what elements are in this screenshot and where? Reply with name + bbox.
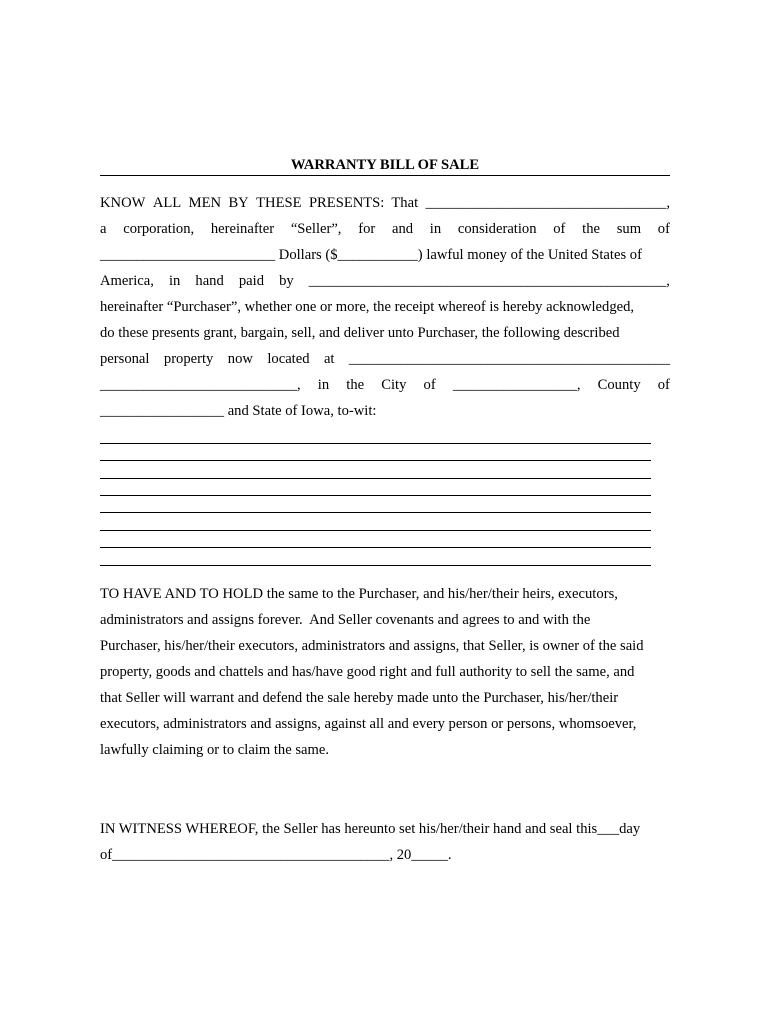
para1-line9: _________________ and State of Iowa, to-wit:	[100, 403, 377, 419]
title-underline	[100, 175, 670, 176]
description-blank-line	[100, 443, 651, 444]
description-blank-line	[100, 530, 651, 531]
para1-line4: America, in hand paid by _________________________________________________,	[100, 273, 670, 289]
para3-line2: of______________________________________, 20_____.	[100, 847, 452, 863]
para2-line3: Purchaser, his/her/their executors, administrators and assigns, that Seller, is owner of the said	[100, 638, 644, 654]
para2-line5: that Seller will warrant and defend the sale hereby made unto the Purchaser, his/her/their	[100, 690, 619, 706]
description-blank-line	[100, 495, 651, 496]
para3-line1: IN WITNESS WHEREOF, the Seller has hereunto set his/her/their hand and seal this___day	[100, 821, 641, 837]
description-blank-line	[100, 547, 651, 548]
para2-line2: administrators and assigns forever. And Seller covenants and agrees to and with the	[100, 612, 591, 628]
para2-line6: executors, administrators and assigns, against all and every person or persons, whomsoever,	[100, 716, 637, 732]
description-blank-line	[100, 565, 651, 566]
para1-line5: hereinafter “Purchaser”, whether one or more, the receipt whereof is hereby acknowledged,	[100, 299, 635, 315]
para1-line2: a corporation, hereinafter “Seller”, for and in consideration of the sum of	[100, 221, 670, 237]
para1-line8: ___________________________, in the City of _________________, County of	[100, 377, 670, 393]
description-blank-line	[100, 460, 651, 461]
para1-line3: ________________________ Dollars ($___________) lawful money of the United States of	[100, 247, 642, 263]
para1-line6: do these presents grant, bargain, sell, and deliver unto Purchaser, the following described	[100, 325, 620, 341]
para1-line7: personal property now located at ____________________________________________	[100, 351, 670, 367]
para2-line4: property, goods and chattels and has/have good right and full authority to sell the same, and	[100, 664, 635, 680]
para2-line1: TO HAVE AND TO HOLD the same to the Purchaser, and his/her/their heirs, executors,	[100, 586, 618, 602]
document-title: WARRANTY BILL OF SALE	[290, 157, 480, 173]
para1-line1: KNOW ALL MEN BY THESE PRESENTS: That _________________________________,	[100, 195, 670, 211]
description-blank-line	[100, 478, 651, 479]
para2-line7: lawfully claiming or to claim the same.	[100, 742, 329, 758]
description-blank-line	[100, 512, 651, 513]
